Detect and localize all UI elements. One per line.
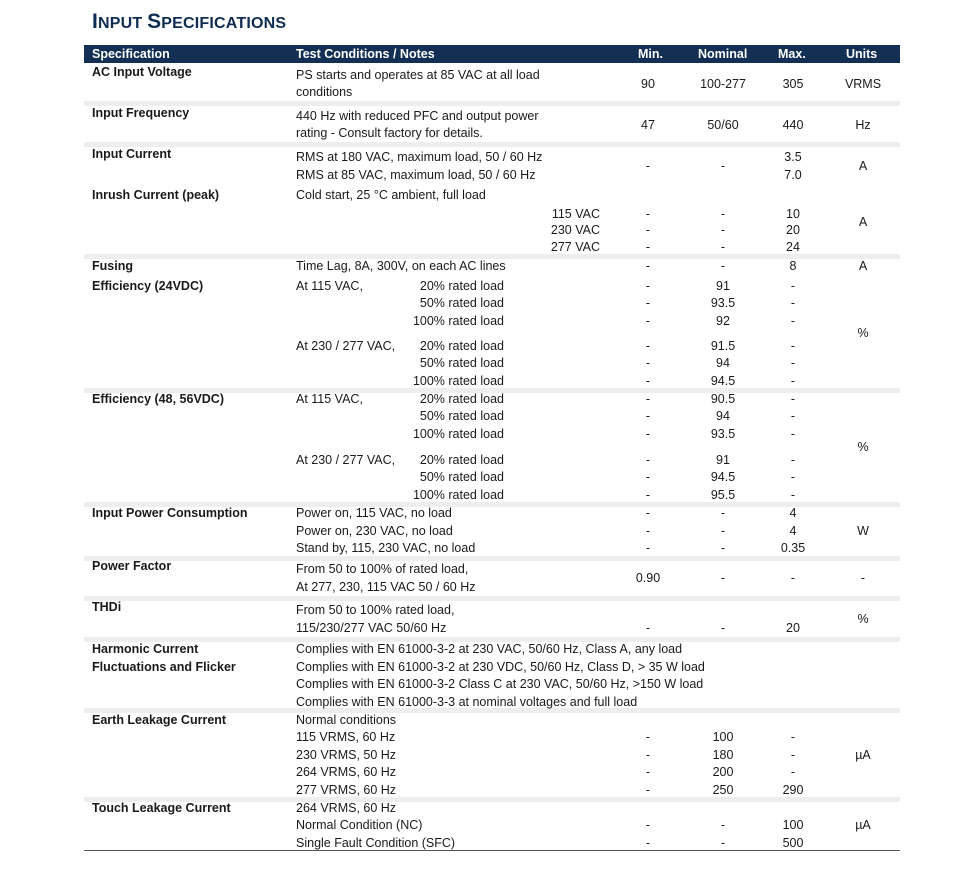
load-label: 20% rated load xyxy=(419,279,504,293)
min-value: - xyxy=(645,207,651,221)
test-note: 277 VRMS, 60 Hz xyxy=(296,783,397,797)
spec-label: Fluctuations and Flicker xyxy=(92,660,236,674)
max-value: 100 xyxy=(782,818,804,832)
nominal-value: 94 xyxy=(716,356,730,370)
test-note: 115 VRMS, 60 Hz xyxy=(296,730,396,744)
max-value: 3.5 xyxy=(784,150,802,164)
test-note: From 50 to 100% rated load, xyxy=(296,603,455,617)
nominal-value: - xyxy=(720,223,726,237)
min-value: - xyxy=(645,541,651,555)
test-note: 440 Hz with reduced PFC and output power xyxy=(296,109,539,123)
min-value: - xyxy=(645,621,651,635)
max-value: - xyxy=(790,748,796,762)
max-value: - xyxy=(790,571,796,585)
page-title: INPUT SPECIFICATIONS xyxy=(92,10,287,33)
load-label: 50% rated load xyxy=(419,296,504,310)
load-label: 100% rated load xyxy=(412,488,504,502)
min-value: - xyxy=(645,470,651,484)
max-value: 305 xyxy=(782,77,804,91)
header-test-conditions: Test Conditions / Notes xyxy=(296,47,435,61)
min-value: - xyxy=(645,259,651,273)
min-value: - xyxy=(645,296,651,310)
spec-label: Input Frequency xyxy=(92,106,190,120)
load-label: 20% rated load xyxy=(419,339,504,353)
nominal-value: 93.5 xyxy=(710,296,736,310)
max-value: - xyxy=(790,730,796,744)
units-value: µA xyxy=(855,748,871,762)
test-note: Complies with EN 61000-3-3 at nominal voltages and full load xyxy=(296,695,638,709)
nominal-value: 100-277 xyxy=(700,77,746,91)
max-value: - xyxy=(790,356,796,370)
test-note: Stand by, 115, 230 VAC, no load xyxy=(296,541,476,555)
header-specification: Specification xyxy=(92,47,170,61)
test-note: Cold start, 25 °C ambient, full load xyxy=(296,188,486,202)
max-value: - xyxy=(790,279,796,293)
row-separator xyxy=(84,101,900,106)
nominal-value: 100 xyxy=(712,730,734,744)
nominal-value: 95.5 xyxy=(710,488,736,502)
min-value: - xyxy=(645,765,651,779)
nominal-value: - xyxy=(720,836,726,850)
min-value: - xyxy=(645,240,651,254)
min-value: 47 xyxy=(641,118,655,132)
test-note: 115/230/277 VAC 50/60 Hz xyxy=(296,621,447,635)
min-value: - xyxy=(645,409,651,423)
test-note: Normal conditions xyxy=(296,713,397,727)
load-label: 100% rated load xyxy=(412,427,504,441)
spec-label: THDi xyxy=(92,600,122,614)
min-value: - xyxy=(645,427,651,441)
sub-condition: 230 VAC xyxy=(550,223,600,237)
max-value: 4 xyxy=(789,524,797,538)
units-value: W xyxy=(857,524,869,538)
nominal-value: 200 xyxy=(712,765,734,779)
spec-label: Input Power Consumption xyxy=(92,506,248,520)
sub-condition: 115 VAC xyxy=(551,207,600,221)
units-value: A xyxy=(858,159,868,173)
test-note: Complies with EN 61000-3-2 at 230 VAC, 50/60 Hz, Class A, any load xyxy=(296,642,683,656)
nominal-value: 91 xyxy=(716,453,730,467)
test-condition: At 115 VAC, xyxy=(296,392,363,406)
max-value: 8 xyxy=(789,259,797,273)
units-value: % xyxy=(857,440,869,454)
spec-label: Touch Leakage Current xyxy=(92,801,231,815)
nominal-value: 250 xyxy=(712,783,734,797)
header-max: Max. xyxy=(778,47,806,61)
max-value: 440 xyxy=(782,118,804,132)
spec-label: Power Factor xyxy=(92,559,172,573)
max-value: 7.0 xyxy=(784,168,802,182)
nominal-value: - xyxy=(720,159,726,173)
min-value: - xyxy=(645,730,651,744)
units-value: % xyxy=(857,326,869,340)
nominal-value: - xyxy=(720,240,726,254)
units-value: % xyxy=(857,612,869,626)
nominal-value: - xyxy=(720,506,726,520)
nominal-value: 94.5 xyxy=(710,374,736,388)
test-note: Power on, 115 VAC, no load xyxy=(296,506,452,520)
max-value: - xyxy=(790,339,796,353)
min-value: - xyxy=(645,506,651,520)
load-label: 100% rated load xyxy=(412,314,504,328)
min-value: - xyxy=(645,159,651,173)
min-value: - xyxy=(645,223,651,237)
nominal-value: - xyxy=(720,571,726,585)
spec-label: Harmonic Current xyxy=(92,642,199,656)
min-value: - xyxy=(645,356,651,370)
spec-label: Inrush Current (peak) xyxy=(92,188,220,202)
max-value: - xyxy=(790,488,796,502)
nominal-value: - xyxy=(720,621,726,635)
nominal-value: 92 xyxy=(716,314,730,328)
test-note: At 277, 230, 115 VAC 50 / 60 Hz xyxy=(296,580,476,594)
nominal-value: 91 xyxy=(716,279,730,293)
spec-label: Efficiency (48, 56VDC) xyxy=(92,392,224,406)
spec-label: Efficiency (24VDC) xyxy=(92,279,204,293)
test-note: From 50 to 100% of rated load, xyxy=(296,562,469,576)
load-label: 20% rated load xyxy=(419,453,504,467)
spec-label: Input Current xyxy=(92,147,172,161)
min-value: - xyxy=(645,279,651,293)
test-condition: At 115 VAC, xyxy=(296,279,363,293)
min-value: 90 xyxy=(641,77,655,91)
max-value: - xyxy=(790,453,796,467)
row-separator xyxy=(84,142,900,147)
test-note: RMS at 180 VAC, maximum load, 50 / 60 Hz xyxy=(296,150,543,164)
test-note: Complies with EN 61000-3-2 at 230 VDC, 50/60 Hz, Class D, > 35 W load xyxy=(296,660,705,674)
nominal-value: 93.5 xyxy=(710,427,736,441)
max-value: - xyxy=(790,314,796,328)
min-value: - xyxy=(645,488,651,502)
nominal-value: 180 xyxy=(712,748,734,762)
header-nominal: Nominal xyxy=(698,47,748,61)
test-condition: At 230 / 277 VAC, xyxy=(296,339,396,353)
max-value: 4 xyxy=(789,506,797,520)
min-value: - xyxy=(645,748,651,762)
load-label: 50% rated load xyxy=(419,356,504,370)
max-value: 20 xyxy=(786,621,800,635)
min-value: - xyxy=(645,818,651,832)
sub-condition: 277 VAC xyxy=(550,240,600,254)
test-note: 264 VRMS, 60 Hz xyxy=(296,765,397,779)
test-note: Complies with EN 61000-3-2 Class C at 230 VAC, 50/60 Hz, >150 W load xyxy=(296,677,704,691)
max-value: - xyxy=(790,765,796,779)
load-label: 50% rated load xyxy=(419,470,504,484)
units-value: VRMS xyxy=(844,77,882,91)
max-value: 0.35 xyxy=(780,541,806,555)
nominal-value: - xyxy=(720,207,726,221)
min-value: - xyxy=(645,453,651,467)
min-value: - xyxy=(645,374,651,388)
test-note: Normal Condition (NC) xyxy=(296,818,423,832)
test-note: RMS at 85 VAC, maximum load, 50 / 60 Hz xyxy=(296,168,536,182)
max-value: - xyxy=(790,374,796,388)
spec-label: AC Input Voltage xyxy=(92,65,192,79)
min-value: - xyxy=(645,783,651,797)
test-note: rating - Consult factory for details. xyxy=(296,126,483,140)
test-note: 264 VRMS, 60 Hz xyxy=(296,801,397,815)
row-separator xyxy=(84,596,900,601)
min-value: - xyxy=(645,392,651,406)
max-value: - xyxy=(790,470,796,484)
units-value: A xyxy=(858,215,868,229)
max-value: 290 xyxy=(782,783,804,797)
test-note: conditions xyxy=(296,85,353,99)
units-value: Hz xyxy=(855,118,871,132)
min-value: - xyxy=(645,314,651,328)
max-value: - xyxy=(790,427,796,441)
nominal-value: 90.5 xyxy=(710,392,736,406)
nominal-value: - xyxy=(720,524,726,538)
header-units: Units xyxy=(846,47,878,61)
min-value: 0.90 xyxy=(635,571,661,585)
test-note: PS starts and operates at 85 VAC at all load xyxy=(296,68,540,82)
max-value: 20 xyxy=(786,223,800,237)
table-bottom-rule xyxy=(84,850,900,851)
units-value: - xyxy=(860,571,866,585)
units-value: A xyxy=(858,259,868,273)
units-value: µA xyxy=(855,818,871,832)
test-note: Single Fault Condition (SFC) xyxy=(296,836,456,850)
nominal-value: - xyxy=(720,541,726,555)
nominal-value: 91.5 xyxy=(710,339,736,353)
load-label: 100% rated load xyxy=(412,374,504,388)
nominal-value: - xyxy=(720,818,726,832)
header-min: Min. xyxy=(638,47,663,61)
min-value: - xyxy=(645,524,651,538)
min-value: - xyxy=(645,836,651,850)
test-note: Time Lag, 8A, 300V, on each AC lines xyxy=(296,259,506,273)
test-note: 230 VRMS, 50 Hz xyxy=(296,748,397,762)
spec-label: Earth Leakage Current xyxy=(92,713,227,727)
max-value: 500 xyxy=(782,836,804,850)
load-label: 50% rated load xyxy=(419,409,504,423)
max-value: 24 xyxy=(786,240,800,254)
spec-label: Fusing xyxy=(92,259,133,273)
nominal-value: 50/60 xyxy=(707,118,739,132)
nominal-value: 94 xyxy=(716,409,730,423)
max-value: 10 xyxy=(786,207,800,221)
test-note: Power on, 230 VAC, no load xyxy=(296,524,453,538)
load-label: 20% rated load xyxy=(419,392,504,406)
nominal-value: 94.5 xyxy=(710,470,736,484)
max-value: - xyxy=(790,392,796,406)
max-value: - xyxy=(790,296,796,310)
nominal-value: - xyxy=(720,259,726,273)
max-value: - xyxy=(790,409,796,423)
min-value: - xyxy=(645,339,651,353)
test-condition: At 230 / 277 VAC, xyxy=(296,453,396,467)
